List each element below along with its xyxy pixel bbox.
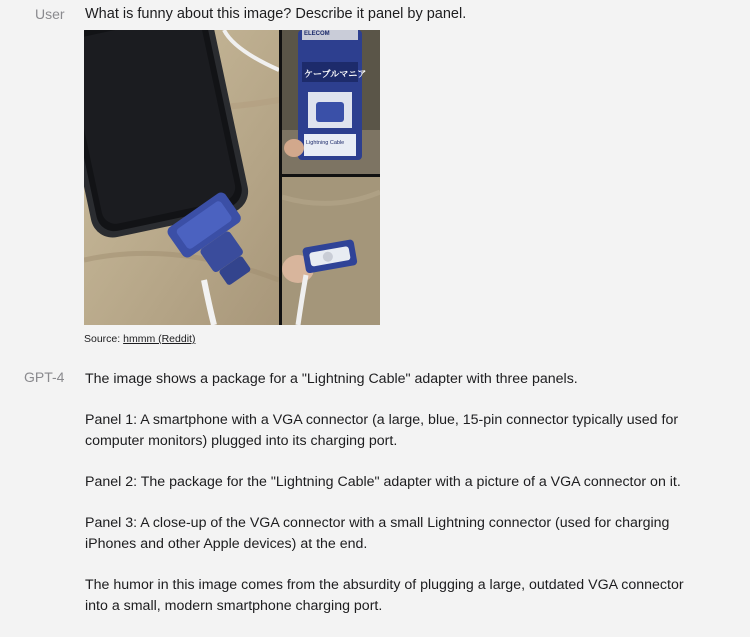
phone-vga-illustration [84,30,279,325]
package-title: ケーブルマニア [304,69,367,79]
panel-3-closeup [282,177,380,325]
assistant-response [85,369,685,637]
user-prompt: What is funny about this image? Describe it panel by panel. [85,6,467,22]
source-prefix: Source: [84,333,124,345]
user-role-label: User [35,6,65,22]
response-paragraph: The humor in this image comes from the absurdity of plugging a large, outdated VGA connector into a small, modern smartphone charging port. [85,577,684,614]
package-illustration [282,30,380,174]
source-link[interactable]: hmmm (Reddit) [123,333,196,345]
image-source [84,333,195,345]
image-collage [84,30,380,325]
package-caption: Lightning Cable [306,140,345,146]
assistant-role-label: GPT-4 [24,369,65,385]
response-paragraph: Panel 2: The package for the "Lightning Cable" adapter with a picture of a VGA connector on it. [85,474,681,490]
closeup-illustration [282,177,380,325]
response-paragraph: Panel 1: A smartphone with a VGA connector (a large, blue, 15-pin connector typically used for computer monitors) plugged into its charging port. [85,412,679,449]
response-paragraph: Panel 3: A close-up of the VGA connector with a small Lightning connector (used for charging iPhones and other Apple devices) at the end. [85,515,670,552]
response-paragraph: The image shows a package for a "Lightning Cable" adapter with three panels. [85,371,578,387]
panel-2-package [282,30,380,174]
package-brand: ELECOM [304,31,330,37]
panel-1-phone-vga [84,30,279,325]
